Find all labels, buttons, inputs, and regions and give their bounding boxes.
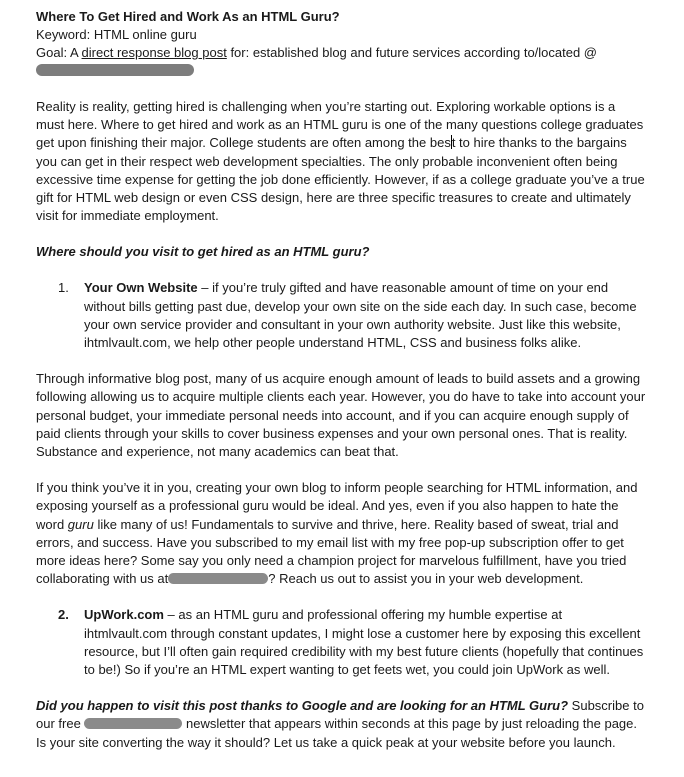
goal-label: Goal: A <box>36 45 78 60</box>
redacted-newsletter-name <box>84 718 182 729</box>
document-page <box>36 8 646 752</box>
list-item-title: Your Own Website <box>84 280 198 296</box>
document-title: Where To Get Hired and Work As an HTML Guru? <box>36 9 340 24</box>
own-blog-text-part2: like many of us! Fundamentals to survive and thrive, here. Reality based of sweat, trial and errors, and success. Have you subscribed to my email list with my free pop-up subscription offer to get more ideas here? Some say you only need a champion project for marvelous fulfillment, have you tried collaborating with us at <box>36 516 627 587</box>
spacer <box>36 352 646 370</box>
own-blog-text-part3: ? Reach us out to assist you in your web development. <box>268 571 584 587</box>
spacer <box>36 461 646 479</box>
redacted-link <box>168 573 268 584</box>
list-item-text: – if you’re truly gifted and have reasonable amount of time on your end without bills getting past due, develop your own site on the side each day. In such case, become your own service provider and consultant in your own authority website. Just like this website, ihtmlvault.com, we help other people understand HTML, CSS and business folks alike. <box>84 280 637 351</box>
list-item-title: UpWork.com <box>84 607 164 623</box>
keyword-value: HTML online guru <box>93 27 197 42</box>
list-number: 1. <box>58 280 69 296</box>
redacted-url <box>36 64 194 76</box>
paragraph-informative: Through informative blog post, many of us acquire enough amount of leads to build assets and a growing following allowing us to acquire multiple clients each year. However, you do have to take into account your personal budget, your immediate personal needs into account, and if you can acquire enough supply of paid clients through your skills to cover business expenses and your own personal ones. That is reality. Substance and experience, not many academics can beat that. <box>36 371 646 460</box>
intro-paragraph <box>36 98 646 225</box>
spacer <box>36 80 646 98</box>
keyword-line <box>36 26 646 44</box>
list-item-text: – as an HTML guru and professional offering my humble expertise at ihtmlvault.com through constant updates, I might lose a customer here by exposing this excellent resource, but I’ll often gain required credibility with my best future clients (hopefully that continues to be!) So if you’re an HTML expert wanting to get feets wet, you could join UpWork as well. <box>84 607 644 678</box>
paragraph-own-blog <box>36 479 646 588</box>
list-item-upwork <box>36 606 646 679</box>
intro-text-part2: t to hire thanks to the bargains you can get in their respect web development specialties. The only probable inconvenient often being excessive time expense for getting the job done efficiently. However, if as a college graduate you’ve a true gift for HTML web design or even CSS design, here are three specific treasures to create and ultimately visit for immediate employment. <box>36 135 645 224</box>
keyword-label: Keyword: <box>36 27 91 42</box>
section-heading: Where should you visit to get hired as an HTML guru? <box>36 244 370 260</box>
spacer <box>36 679 646 697</box>
list-number: 2. <box>58 607 69 623</box>
closing-paragraph <box>36 697 646 752</box>
spacer <box>36 588 646 606</box>
own-blog-text-part1: If you think you’ve it in you, creating your own blog to inform people searching for HTML information, and exposing yourself as a professional guru would be ideal. And yes, even if you also happen to hate the word <box>36 480 638 532</box>
closing-question: Did you happen to visit this post thanks to Google and are looking for an HTML Guru? <box>36 698 569 714</box>
redacted-url-line <box>36 62 646 80</box>
closing-text-part2: newsletter that appears within seconds at this page by just reloading the page. Is your site converting the way it should? Let us take a quick peak at your website before you launch. <box>36 716 637 750</box>
closing-text-part1: Subscribe to our free <box>36 698 644 732</box>
spacer <box>36 225 646 243</box>
goal-line <box>36 44 646 62</box>
spacer <box>36 261 646 279</box>
goal-rest: for: established blog and future services according to/located @ <box>230 45 598 60</box>
intro-text-part1: Reality is reality, getting hired is challenging when you’re starting out. Exploring workable options is a must here. Where to get hired and work as an HTML guru is one of the many questions college graduates get upon finishing their major. College students are often among the bes <box>36 99 644 151</box>
own-blog-italic-word: guru <box>67 516 94 532</box>
list-item-own-website <box>36 279 646 352</box>
goal-link[interactable]: direct response blog post <box>81 45 227 60</box>
